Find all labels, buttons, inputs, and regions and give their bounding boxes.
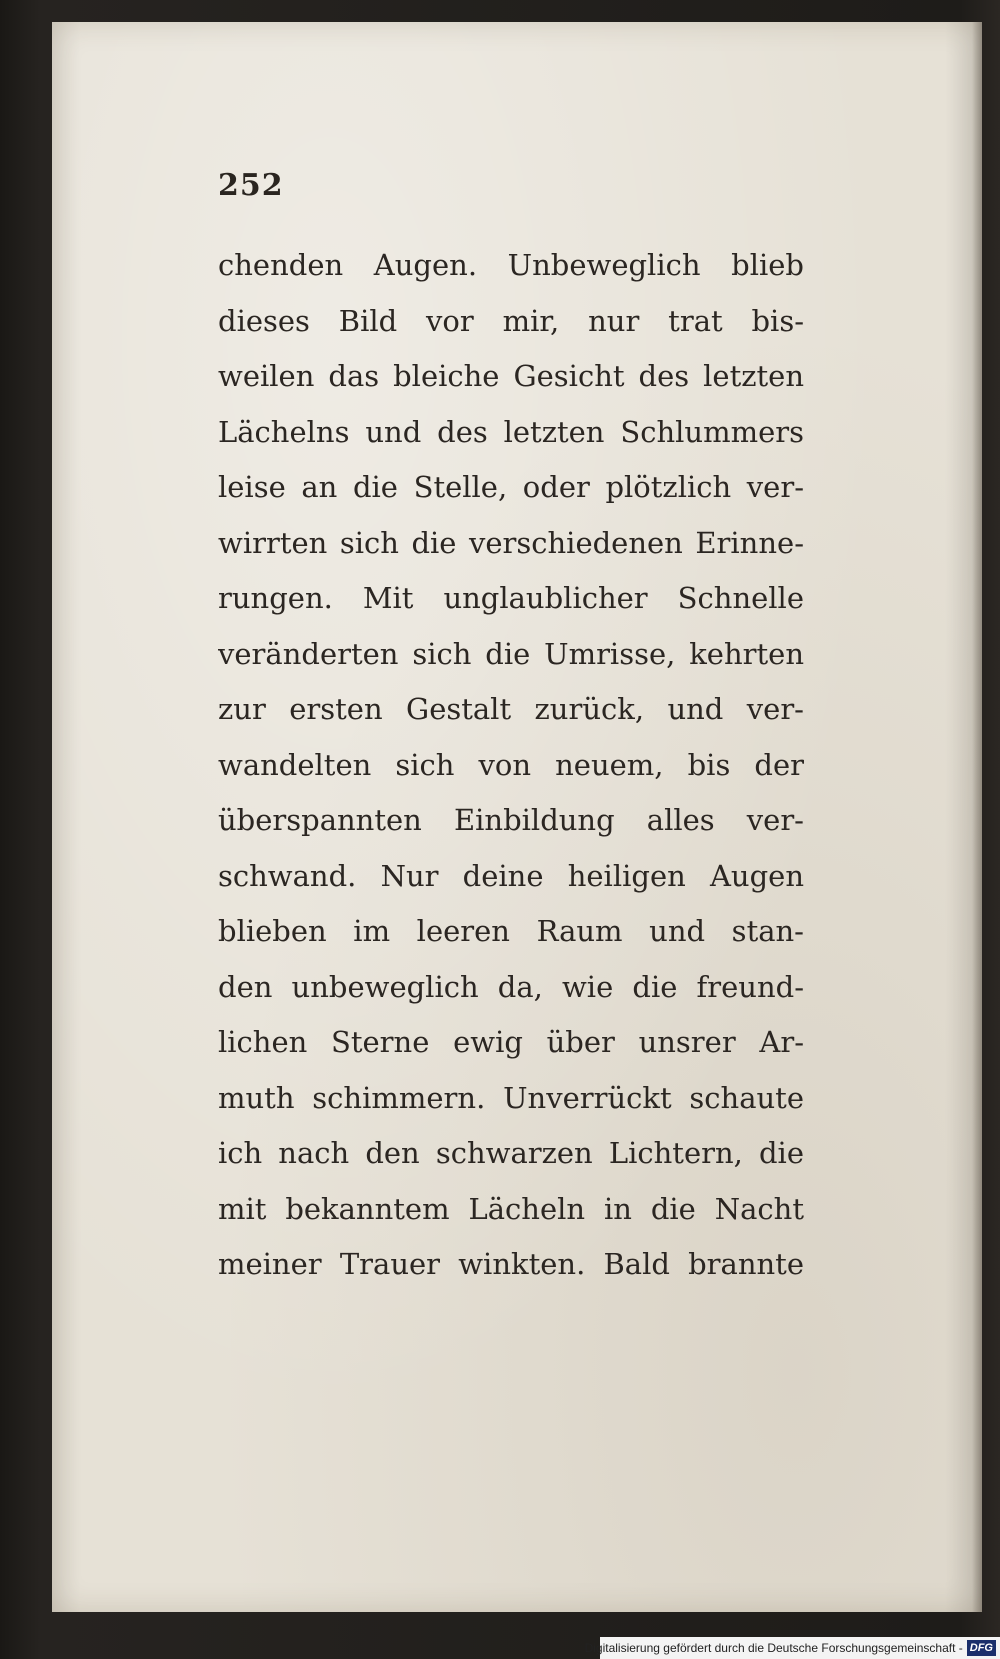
digitization-credit-text: Digitalisierung gefördert durch die Deutsche Forschungsgemeinschaft -	[584, 1641, 963, 1655]
text-line-15: lichen Sterne ewig über unsrer Ar-	[218, 1025, 804, 1059]
text-line-10: wandelten sich von neuem, bis der	[218, 747, 804, 782]
text-line-3: weilen das bleiche Gesicht des letzten	[218, 359, 804, 393]
text-line-2: dieses Bild vor mir, nur trat bis-	[218, 303, 804, 338]
dfg-logo: DFG	[967, 1640, 996, 1656]
text-line-8: veränderten sich die Umrisse, kehrten	[218, 636, 804, 671]
text-line-12: schwand. Nur deine heiligen Augen	[218, 858, 804, 893]
text-line-7: rungen. Mit unglaublicher Schnelle	[218, 581, 804, 615]
body-text	[218, 238, 804, 1293]
text-line-14: den unbeweglich da, wie die freund-	[218, 969, 804, 1004]
page-number: 252	[218, 168, 284, 203]
text-line-1: chenden Augen. Unbeweglich blieb	[218, 248, 804, 282]
text-line-6: wirrten sich die verschiedenen Erinne-	[218, 525, 804, 560]
text-line-11: überspannten Einbildung alles ver-	[218, 803, 804, 837]
text-line-19: meiner Trauer winkten. Bald brannte	[218, 1247, 804, 1281]
text-line-17: ich nach den schwarzen Lichtern, die	[218, 1136, 804, 1170]
text-line-16: muth schimmern. Unverrückt schaute	[218, 1080, 804, 1115]
text-line-5: leise an die Stelle, oder plötzlich ver-	[218, 470, 804, 504]
text-line-18: mit bekanntem Lächeln in die Nacht	[218, 1191, 804, 1226]
text-line-9: zur ersten Gestalt zurück, und ver-	[218, 692, 804, 726]
digitization-credit-bar	[584, 1637, 1000, 1659]
page-edge-shadow	[972, 22, 982, 1612]
text-line-13: blieben im leeren Raum und stan-	[218, 914, 804, 948]
text-line-4: Lächelns und des letzten Schlummers	[218, 414, 804, 449]
